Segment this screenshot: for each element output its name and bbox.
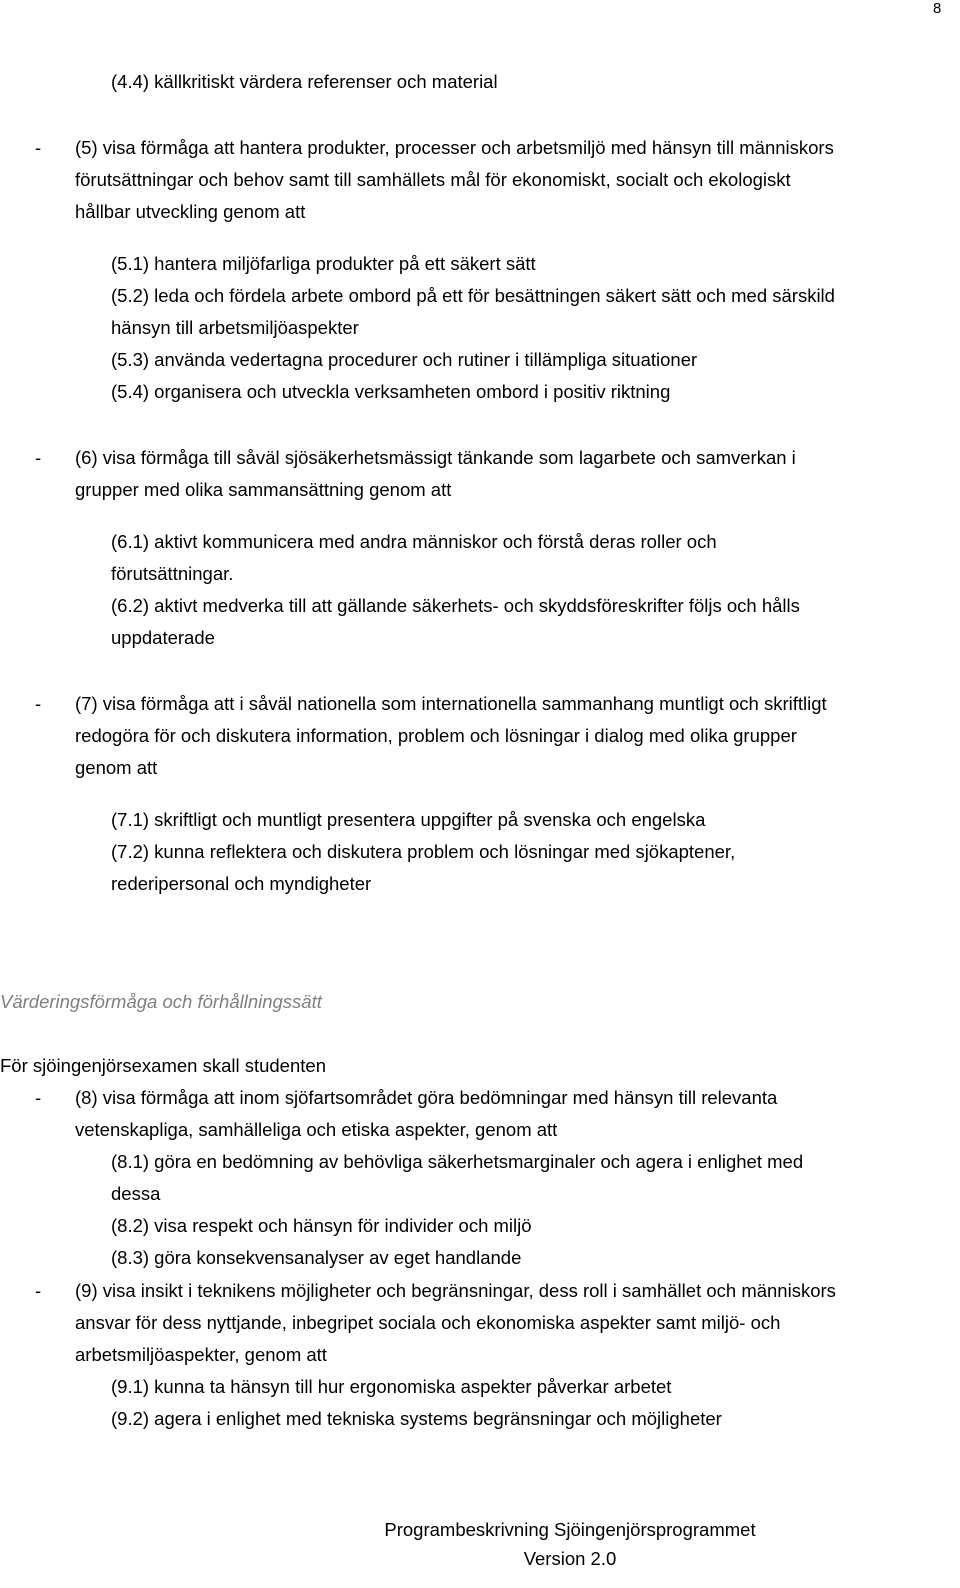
objective-7-1: (7.1) skriftligt och muntligt presentera uppgifter på svenska och engelska: [111, 809, 706, 830]
objective-8-3: (8.3) göra konsekvensanalyser av eget handlande: [111, 1247, 522, 1268]
objective-8-1-line-1: (8.1) göra en bedömning av behövliga säkerhetsmarginaler och agera i enlighet med: [111, 1151, 804, 1172]
objective-6-1-line-2: förutsättningar.: [111, 563, 234, 584]
footer-title: Programbeskrivning Sjöingenjörsprogrammet: [384, 1519, 756, 1540]
objective-7-2-line-1: (7.2) kunna reflektera och diskutera problem och lösningar med sjökaptener,: [111, 841, 736, 862]
objective-5-3: (5.3) använda vedertagna procedurer och rutiner i tillämpliga situationer: [111, 349, 698, 370]
objective-7-2-line-2: rederipersonal och myndigheter: [111, 873, 372, 894]
footer-version: Version 2.0: [523, 1548, 617, 1569]
objective-6-1-line-1: (6.1) aktivt kommunicera med andra människor och förstå deras roller och: [111, 531, 717, 552]
objective-7-line-1: (7) visa förmåga att i såväl nationella som internationella sammanhang muntligt och skriftligt: [75, 693, 827, 714]
objective-7-line-2: redogöra för och diskutera information, problem och lösningar i dialog med olika grupper: [75, 725, 797, 746]
bullet-dash: -: [35, 1280, 42, 1301]
objective-5-4: (5.4) organisera och utveckla verksamheten ombord i positiv riktning: [111, 381, 671, 402]
objective-8-2: (8.2) visa respekt och hänsyn för individer och miljö: [111, 1215, 532, 1236]
objective-5-line-3: hållbar utveckling genom att: [75, 201, 306, 222]
page-number: 8: [933, 0, 942, 17]
objective-4-4: (4.4) källkritiskt värdera referenser och material: [111, 71, 498, 92]
objective-6-2-line-2: uppdaterade: [111, 627, 215, 648]
intro-text: För sjöingenjörsexamen skall studenten: [0, 1055, 326, 1076]
bullet-dash: -: [35, 693, 42, 714]
objective-6-line-2: grupper med olika sammansättning genom att: [75, 479, 452, 500]
objective-8-line-1: (8) visa förmåga att inom sjöfartsområdet göra bedömningar med hänsyn till relevanta: [75, 1087, 778, 1108]
objective-8-line-2: vetenskapliga, samhälleliga och etiska aspekter, genom att: [75, 1119, 558, 1140]
bullet-dash: -: [35, 1087, 42, 1108]
objective-9-1: (9.1) kunna ta hänsyn till hur ergonomiska aspekter påverkar arbetet: [111, 1376, 672, 1397]
objective-5-2-line-1: (5.2) leda och fördela arbete ombord på ett för besättningen säkert sätt och med särskild: [111, 285, 835, 306]
objective-9-line-1: (9) visa insikt i teknikens möjligheter och begränsningar, dess roll i samhället och människors: [75, 1280, 836, 1301]
objective-5-line-2: förutsättningar och behov samt till samhällets mål för ekonomiskt, socialt och ekologiskt: [75, 169, 791, 190]
objective-9-line-3: arbetsmiljöaspekter, genom att: [75, 1344, 327, 1365]
objective-6-line-1: (6) visa förmåga till såväl sjösäkerhetsmässigt tänkande som lagarbete och samverkan i: [75, 447, 796, 468]
objective-9-line-2: ansvar för dess nyttjande, inbegripet sociala och ekonomiska aspekter samt miljö- och: [75, 1312, 781, 1333]
objective-5-line-1: (5) visa förmåga att hantera produkter, processer och arbetsmiljö med hänsyn till människors: [75, 137, 834, 158]
objective-5-1: (5.1) hantera miljöfarliga produkter på ett säkert sätt: [111, 253, 536, 274]
objective-7-line-3: genom att: [75, 757, 158, 778]
section-heading: Värderingsförmåga och förhållningssätt: [0, 991, 322, 1012]
objective-9-2: (9.2) agera i enlighet med tekniska systems begränsningar och möjligheter: [111, 1408, 722, 1429]
objective-5-2-line-2: hänsyn till arbetsmiljöaspekter: [111, 317, 359, 338]
objective-6-2-line-1: (6.2) aktivt medverka till att gällande säkerhets- och skyddsföreskrifter följs och hålls: [111, 595, 800, 616]
bullet-dash: -: [35, 137, 42, 158]
bullet-dash: -: [35, 447, 42, 468]
objective-8-1-line-2: dessa: [111, 1183, 161, 1204]
